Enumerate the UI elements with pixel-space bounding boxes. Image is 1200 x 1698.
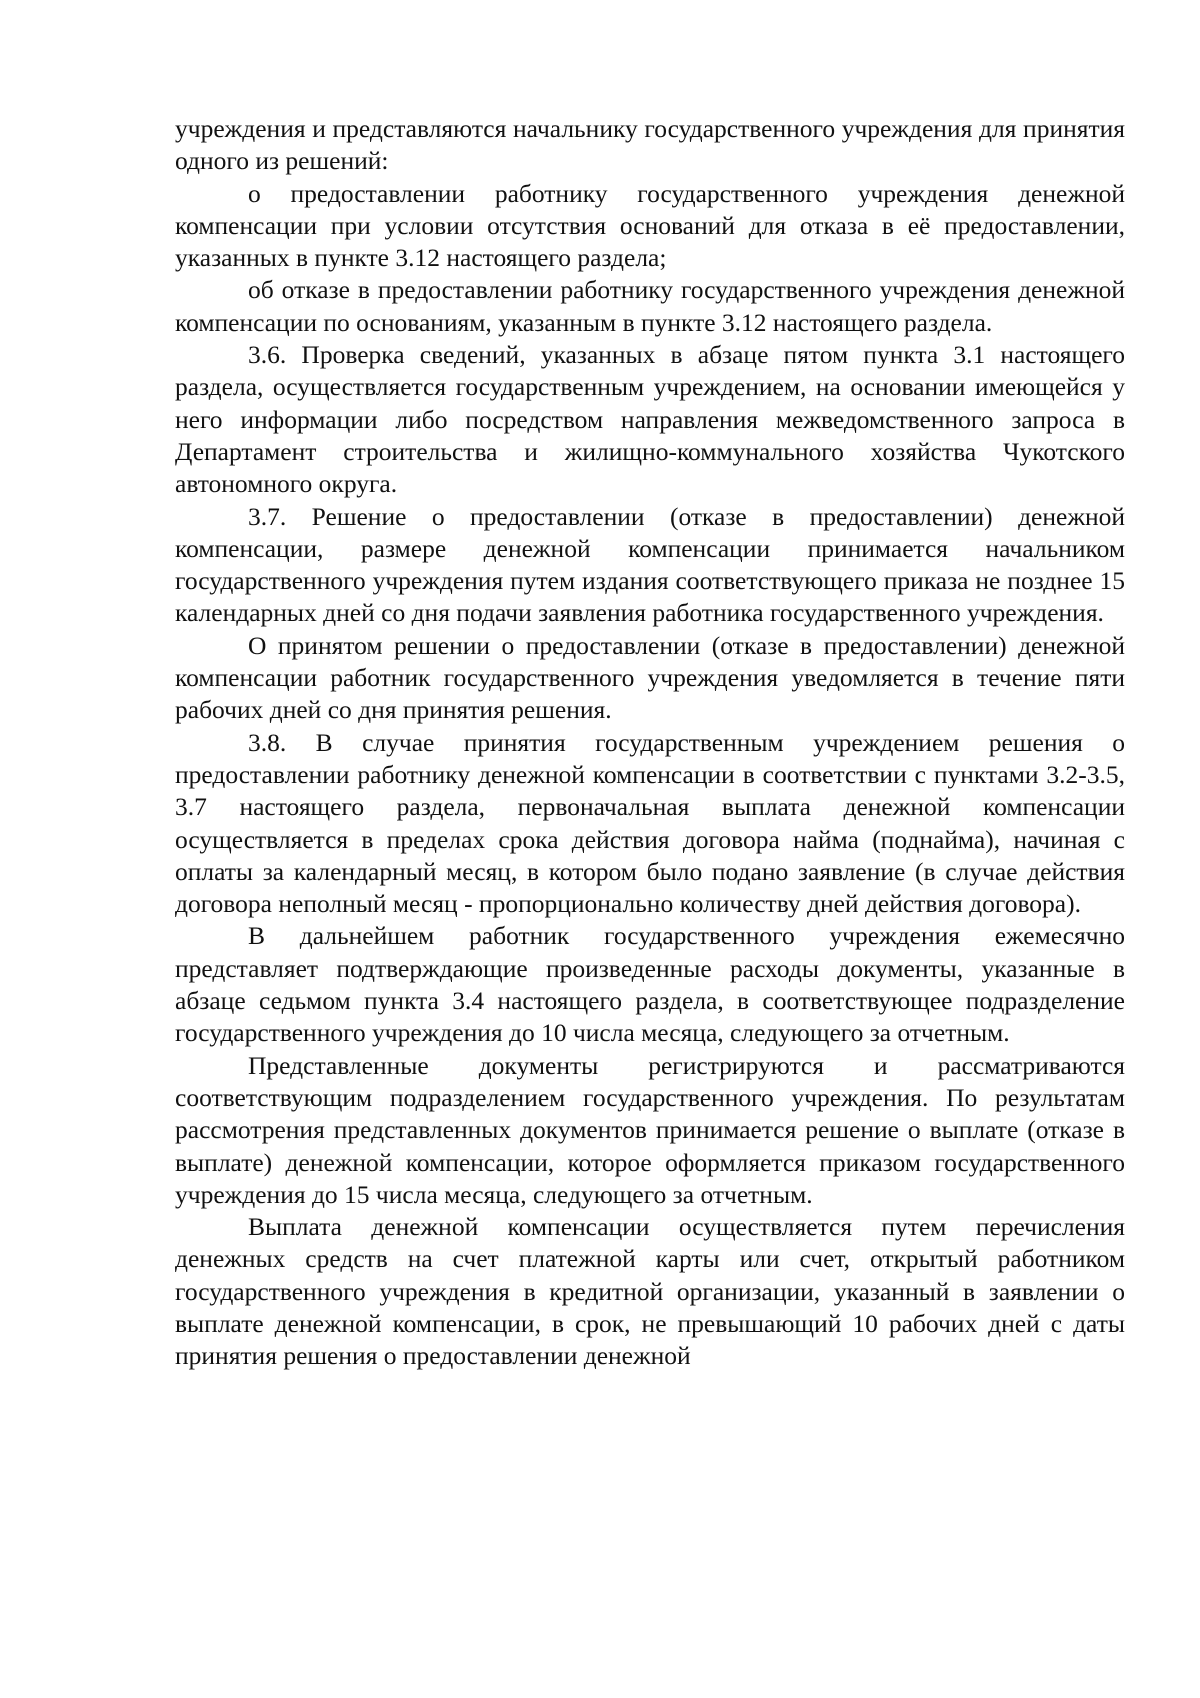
paragraph-7: 3.8. В случае принятия государственным учреждением решения о предоставлении работнику денежной компенсации в соответствии с пунктами 3.2-3.5, 3.7 настоящего раздела, первоначальная выплата денежной компенсации осуществляется в пределах срока действия договора найма (поднайма), начиная с оплаты за календарный месяц, в котором было подано заявление (в случае действия договора неполный месяц - пропорционально количеству дней действия договора). (175, 727, 1125, 919)
paragraph-10: Выплата денежной компенсации осуществляется путем перечисления денежных средств на счет платежной карты или счет, открытый работником государственного учреждения в кредитной организации, указанный в заявлении о выплате денежной компенсации, в срок, не превышающий 10 рабочих дней с даты принятия решения о предоставлении денежной (175, 1212, 1125, 1371)
paragraph-8: В дальнейшем работник государственного учреждения ежемесячно представляет подтверждающие произведенные расходы документы, указанные в абзаце седьмом пункта 3.4 настоящего раздела, в соответствующее подразделение государственного учреждения до 10 числа месяца, следующего за отчетным. (175, 921, 1125, 1048)
paragraph-4: 3.6. Проверка сведений, указанных в абзаце пятом пункта 3.1 настоящего раздела, осуществляется государственным учреждением, на основании имеющейся у него информации либо посредством направления межведомственного запроса в Департамент строительства и жилищно-коммунального хозяйства Чукотского автономного округа. (175, 340, 1125, 499)
paragraph-3: об отказе в предоставлении работнику государственного учреждения денежной компенсации по основаниям, указанным в пункте 3.12 настоящего раздела. (175, 275, 1125, 337)
paragraph-1: учреждения и представляются начальнику государственного учреждения для принятия одного из решений: (175, 114, 1125, 176)
paragraph-2: о предоставлении работнику государственного учреждения денежной компенсации при условии отсутствия оснований для отказа в её предоставлении, указанных в пункте 3.12 настоящего раздела; (175, 178, 1125, 273)
paragraph-5: 3.7. Решение о предоставлении (отказе в предоставлении) денежной компенсации, размере денежной компенсации принимается начальником государственного учреждения путем издания соответствующего приказа не позднее 15 календарных дней со дня подачи заявления работника государственного учреждения. (175, 501, 1125, 628)
paragraph-9: Представленные документы регистрируются и рассматриваются соответствующим подразделением государственного учреждения. По результатам рассмотрения представленных документов принимается решение о выплате (отказе в выплате) денежной компенсации, которое оформляется приказом государственного учреждения до 15 числа месяца, следующего за отчетным. (175, 1050, 1125, 1209)
document-page (175, 113, 1125, 1373)
paragraph-6: О принятом решении о предоставлении (отказе в предоставлении) денежной компенсации работник государственного учреждения уведомляется в течение пяти рабочих дней со дня принятия решения. (175, 630, 1125, 725)
